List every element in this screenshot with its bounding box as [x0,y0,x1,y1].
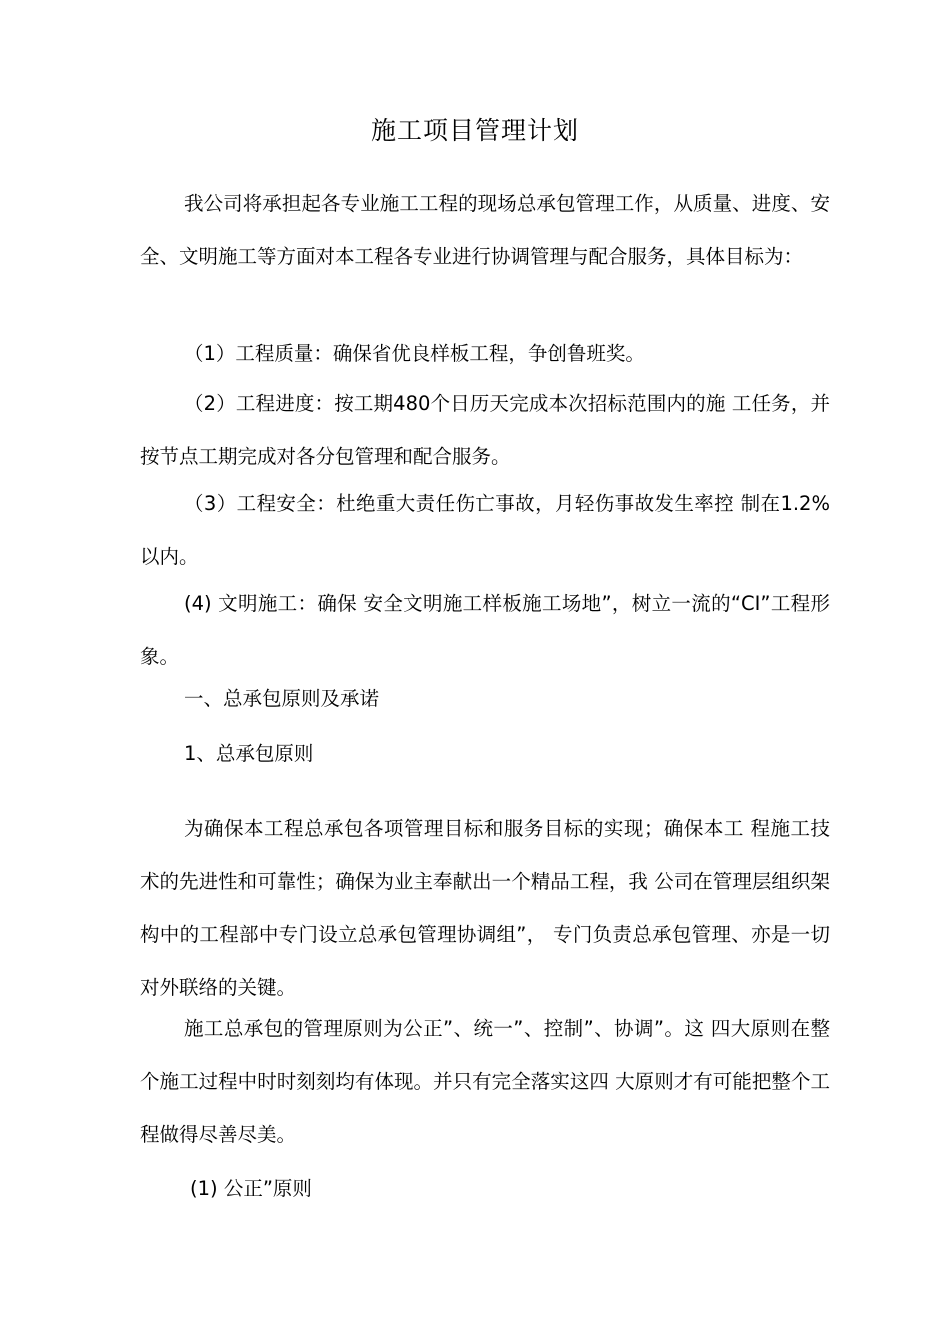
paragraph-intro: 我公司将承担起各专业施工工程的现场总承包管理工作，从质量、进度、安全、文明施工等方面对本工程各专业进行协调管理与配合服务，具体目标为： [140,192,830,268]
paragraph-four-principles: 施工总承包的管理原则为公正”、统一”、控制”、协调”。这 四大原则在整个施工过程中时时刻刻均有体现。并只有完全落实这四 大原则才有可能把整个工程做得尽善尽美。 [140,1017,830,1146]
item-fairness-principle: (1) 公正”原则 [190,1177,312,1200]
paragraph-goal-quality: （1）工程质量：确保省优良样板工程，争创鲁班奖。 [184,342,645,365]
paragraph-goal-safety: （3）工程安全：杜绝重大责任伤亡事故，月轻伤事故发生率控 制在1.2%以内。 [140,492,830,568]
paragraph-goal-schedule: （2）工程进度：按工期480个日历天完成本次招标范围内的施 工任务，并按节点工期完成对各分包管理和配合服务。 [140,392,830,468]
section-heading: 一、总承包原则及承诺 [184,687,380,710]
paragraph-goal-civilized: (4) 文明施工：确保 安全文明施工样板施工场地”，树立一流的“CI”工程形象。 [140,592,830,668]
paragraph-principle-intro: 为确保本工程总承包各项管理目标和服务目标的实现；确保本工 程施工技术的先进性和可靠性；确保为业主奉献出一个精品工程，我 公司在管理层组织架构中的工程部中专门设立总承包管理协调组”， 专门负责总承包管理、亦是一切对外联络的关键。 [140,817,830,999]
subsection-heading: 1、总承包原则 [184,742,314,765]
document-title: 施工项目管理计划 [370,116,579,145]
